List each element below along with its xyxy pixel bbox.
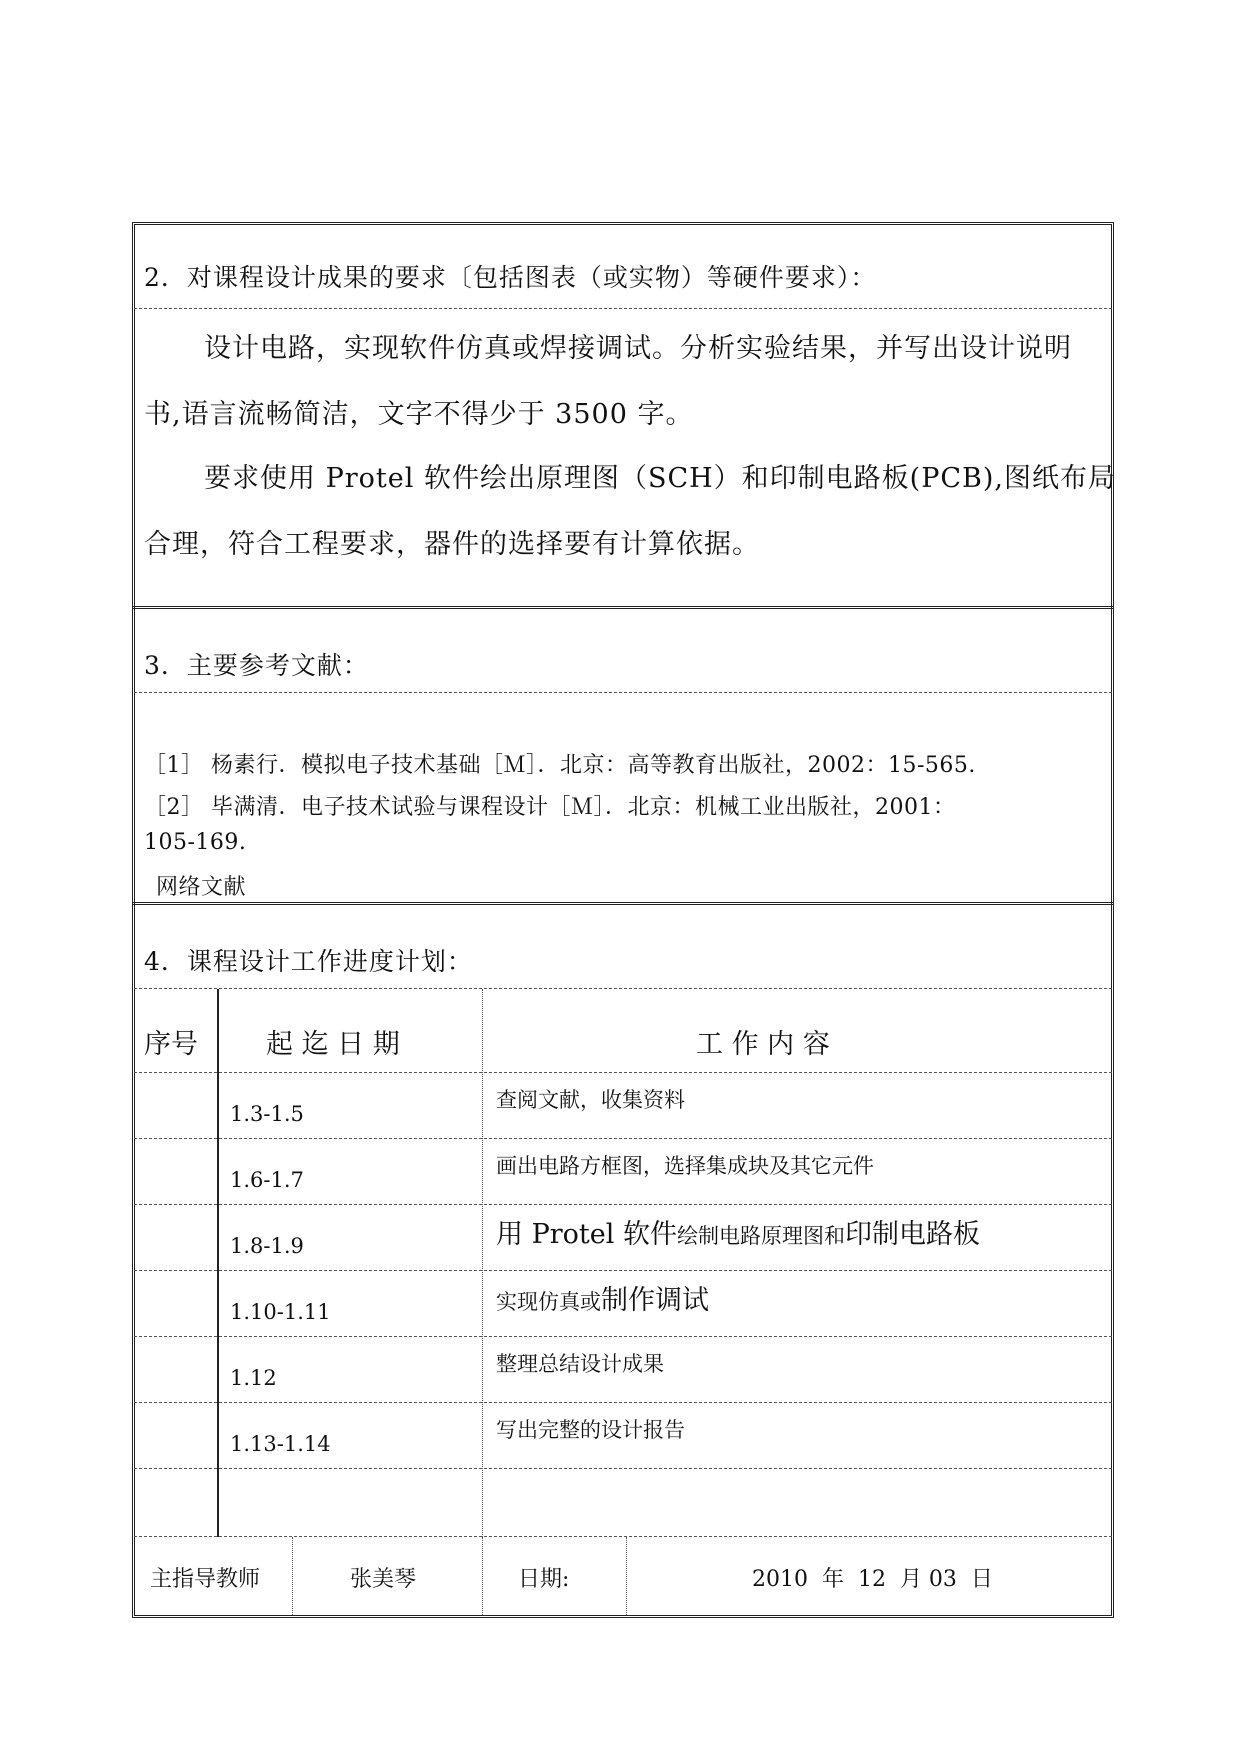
section-4-title: 4．课程设计工作进度计划： [144,947,473,976]
schedule-row-2-content: 画出电路方框图，选择集成块及其它元件 [496,1154,874,1178]
form-border [132,222,1114,1618]
section-2-divider [134,308,1112,309]
schedule-bottom-rule [134,1536,1112,1537]
schedule-row-4-dates: 1.10-1.11 [230,1300,331,1324]
schedule-row-1-content: 查阅文献，收集资料 [496,1088,685,1112]
schedule-row-6-rule [134,1468,1112,1469]
schedule-row-3-rule [134,1270,1112,1271]
schedule-top-rule [134,988,1112,989]
schedule-row-3-content-b: 绘制电路原理图和 [676,1224,845,1248]
schedule-row-6-content: 写出完整的设计报告 [496,1418,685,1442]
section-3-divider [134,692,1112,693]
schedule-row-1-rule [134,1138,1112,1139]
schedule-header-index: 序号 [144,1029,198,1060]
schedule-row-3-content [496,1212,980,1251]
date-label: 日期: [518,1567,570,1592]
section-2-para1-line2: 书,语言流畅简洁，文字不得少于 3500 字。 [144,399,694,430]
schedule-row-4-rule [134,1336,1112,1337]
schedule-header-rule [134,1072,1112,1073]
section-4-top-rule [132,902,1114,905]
advisor-name: 张美琴 [350,1567,417,1592]
schedule-row-6-dates: 1.13-1.14 [230,1432,331,1456]
schedule-row-4-content [496,1278,709,1317]
task-form-page [132,222,1114,1618]
schedule-header-content: 工 作 内 容 [696,1029,830,1060]
footer-divider-1 [292,1537,293,1615]
schedule-row-2-rule [134,1204,1112,1205]
reference-3: 网络文献 [156,875,247,900]
advisor-label: 主指导教师 [150,1567,261,1592]
schedule-row-3-dates: 1.8-1.9 [230,1234,304,1258]
footer-divider-3 [626,1537,627,1615]
schedule-row-3-content-a: 用 Protel 软件 [496,1219,677,1250]
reference-1: ［1］ 杨素行．模拟电子技术基础［Ｍ］．北京：高等教育出版社，2002：15-565. [144,753,976,778]
schedule-row-4-content-a: 实现仿真或 [496,1290,601,1314]
section-2-para1-line1: 设计电路，实现软件仿真或焊接调试。分析实验结果，并写出设计说明 [204,333,1072,364]
section-2-title: 2．对课程设计成果的要求〔包括图表（或实物）等硬件要求）： [144,263,877,292]
schedule-row-1-dates: 1.3-1.5 [230,1102,304,1126]
schedule-row-3-content-c: 印制电路板 [844,1219,980,1250]
section-2-para2-line1: 要求使用 Protel 软件绘出原理图（SCH）和印制电路板(PCB),图纸布局 [204,463,1116,494]
date-value: 2010 年 12 月 03 日 [752,1567,993,1592]
schedule-row-5-content: 整理总结设计成果 [496,1352,664,1376]
schedule-row-2-dates: 1.6-1.7 [230,1168,304,1192]
reference-2-cont: 105-169. [144,830,247,855]
schedule-row-5-dates: 1.12 [230,1366,277,1390]
section-3-top-rule [132,606,1114,609]
schedule-row-5-rule [134,1402,1112,1403]
section-3-title: 3．主要参考文献： [144,651,369,680]
section-2-para2-line2: 合理，符合工程要求，器件的选择要有计算依据。 [144,529,760,560]
footer-divider-2 [482,1537,483,1615]
reference-2: ［2］ 毕满清．电子技术试验与课程设计［Ｍ］．北京：机械工业出版社，2001： [144,795,956,820]
schedule-header-dates: 起 迄 日 期 [266,1029,400,1060]
schedule-row-4-content-b: 制作调试 [601,1285,709,1316]
